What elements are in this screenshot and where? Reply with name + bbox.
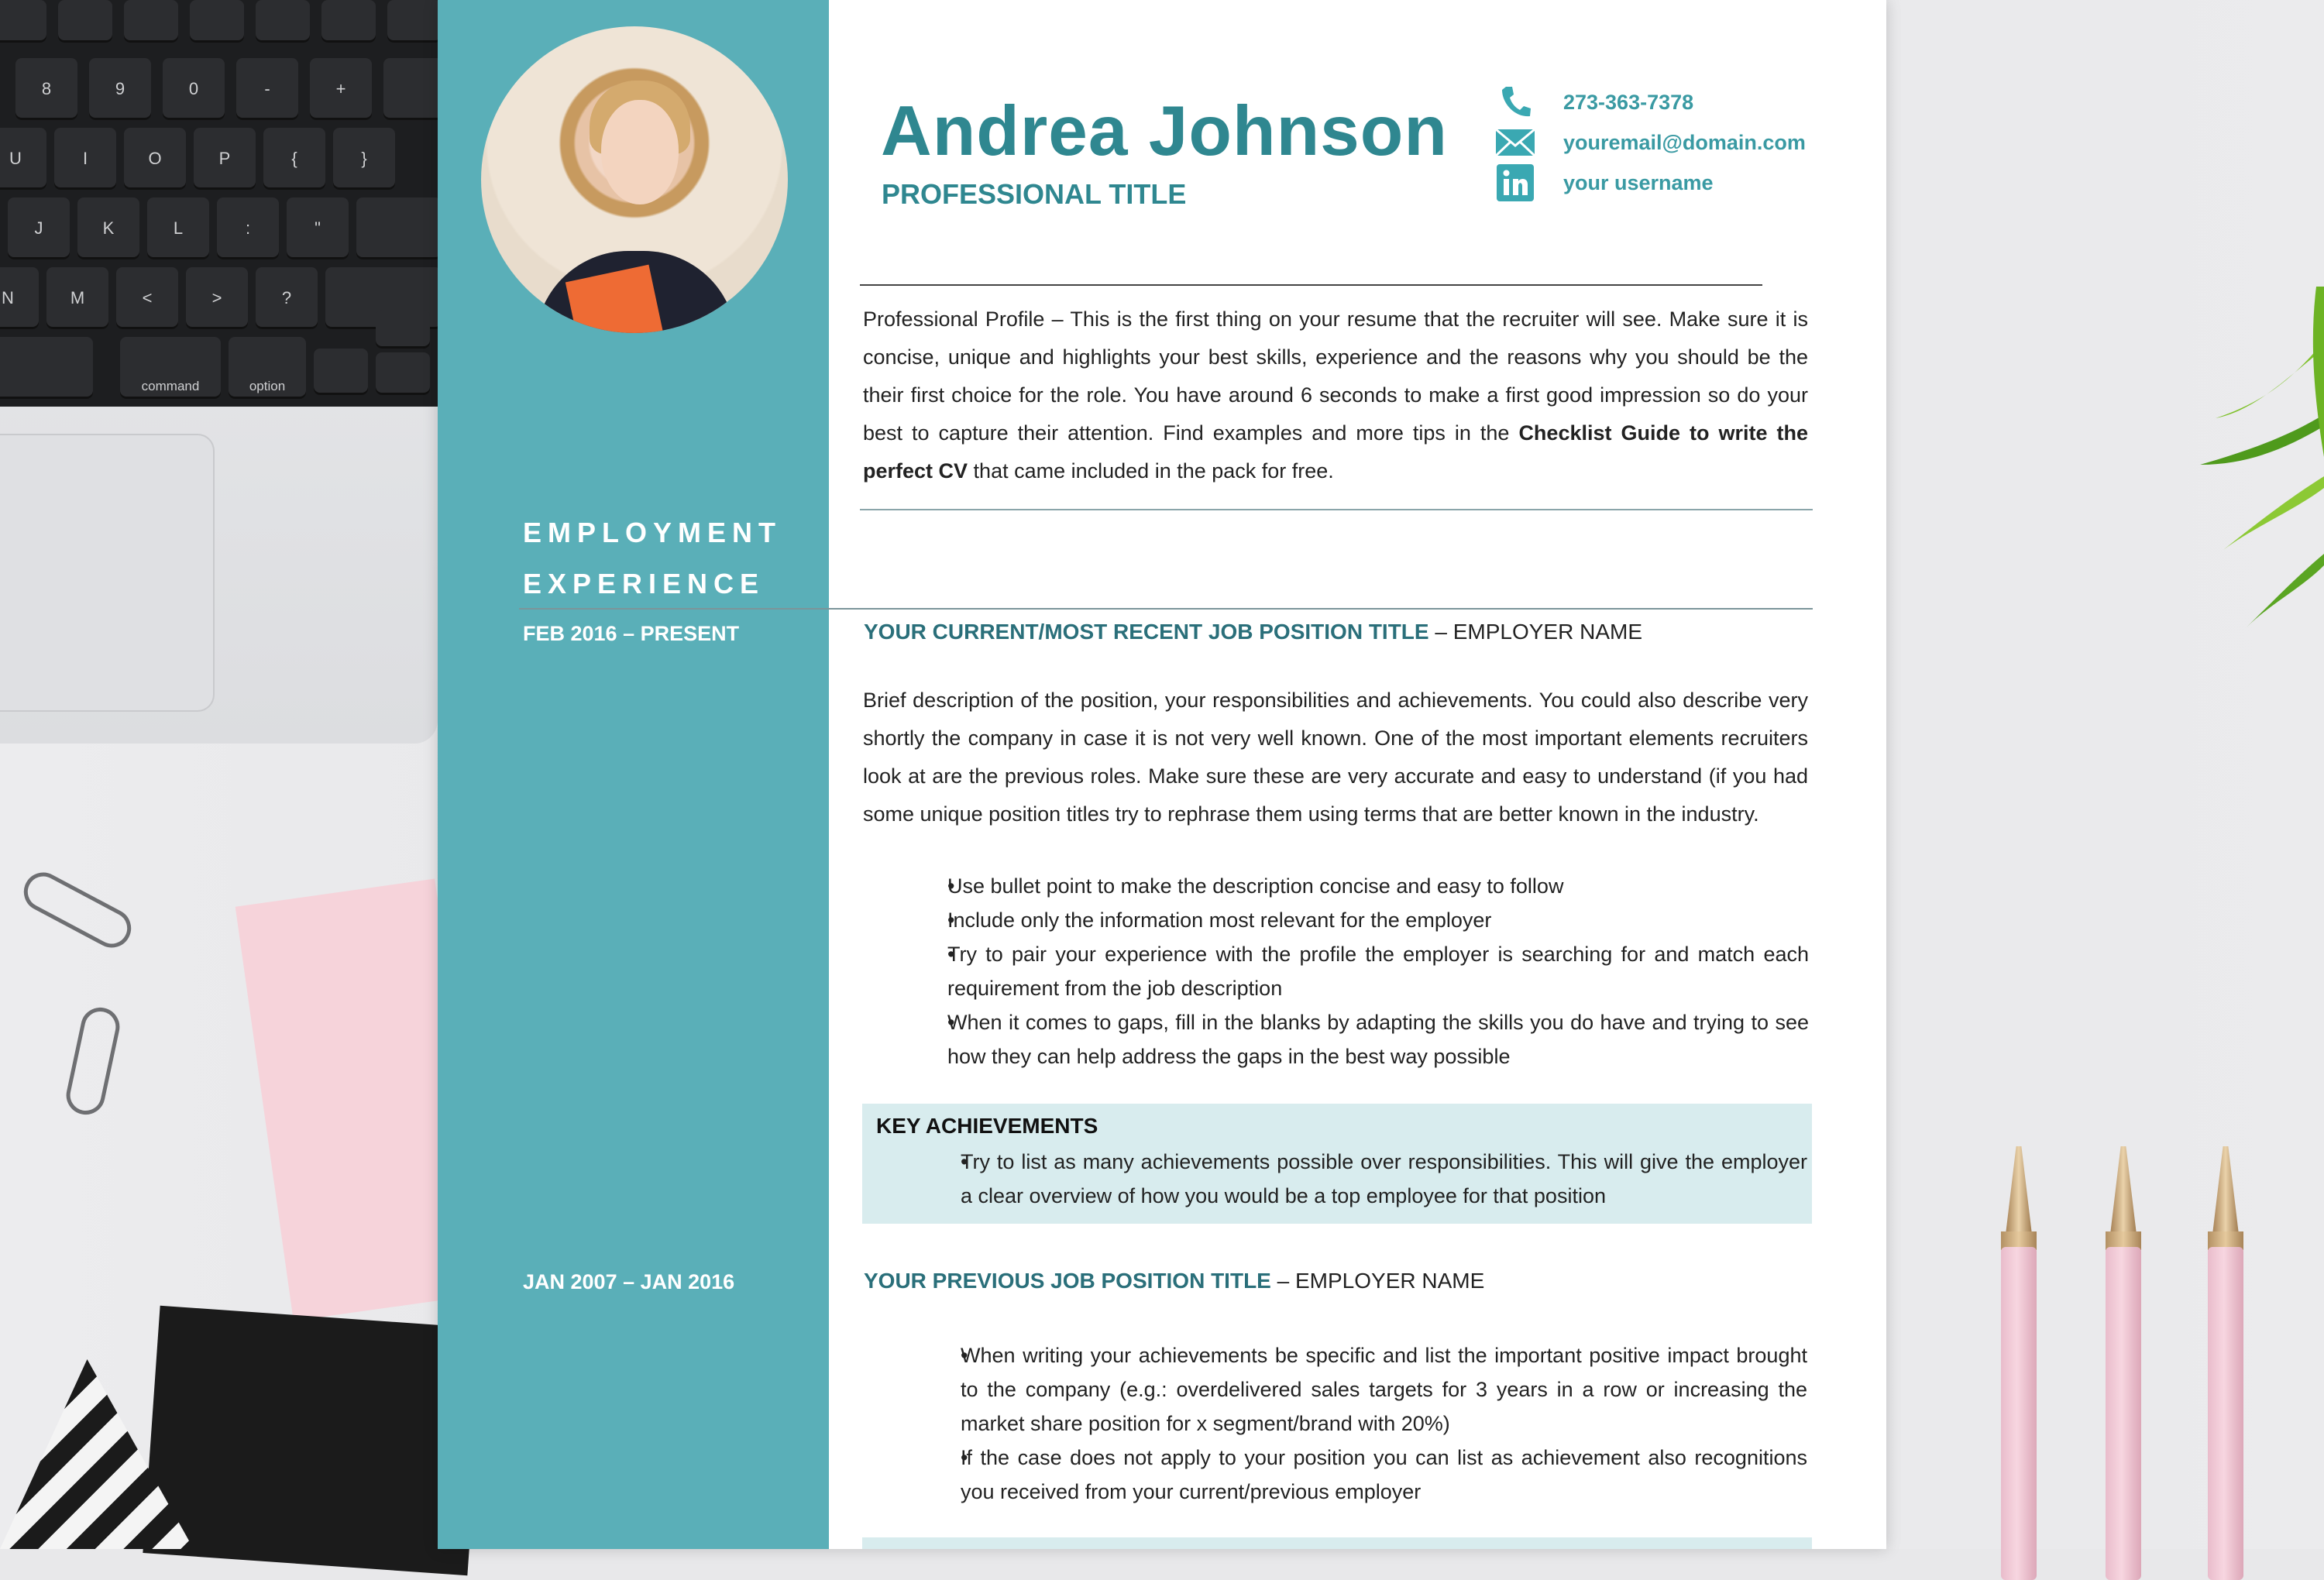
key-option: option (229, 337, 306, 399)
resume-page (438, 0, 1886, 1549)
laptop (0, 0, 438, 744)
employer-name: – EMPLOYER NAME (1270, 1269, 1485, 1293)
key: U (0, 128, 46, 190)
list-item: • Use bullet point to make the description concise and easy to follow (916, 869, 1809, 903)
key: - (236, 58, 298, 120)
list-item: • Include only the information most relevant for the employer (916, 903, 1809, 937)
key-command: command (120, 337, 221, 399)
job-position (864, 1269, 1484, 1293)
job-position-title: YOUR CURRENT/MOST RECENT JOB POSITION TITLE (864, 620, 1429, 644)
resume-sidebar (438, 0, 829, 1549)
contact-email (1495, 125, 1806, 160)
key: { (263, 128, 325, 190)
profile-photo (481, 26, 788, 333)
plant (2200, 256, 2324, 689)
pen (2099, 1131, 2147, 1565)
profile-text: Professional Profile – This is the first thing on your resume that the recruiter will see. Make sure it is concise, unique and highlights your best skills, experience and the reasons why you should be the their first choice for the role. You have around 6 seconds to make a first good impression so do your best to capture their attention. Find examples and more tips in the (863, 307, 1808, 445)
key: 9 (89, 58, 151, 120)
key: L (147, 198, 209, 259)
section-divider (519, 608, 1813, 610)
job-position (864, 620, 1642, 644)
job-bullets (916, 869, 1809, 1073)
job-bullets (926, 1338, 1807, 1509)
key-achievements-box (862, 1537, 1812, 1549)
achievement-bullets (926, 1145, 1807, 1213)
key: > (186, 267, 248, 329)
key: : (217, 198, 279, 259)
notebook (143, 1306, 484, 1576)
linkedin-icon (1495, 166, 1535, 200)
linkedin-username: your username (1563, 170, 1714, 194)
key: 0 (163, 58, 225, 120)
contact-linkedin (1495, 166, 1714, 200)
key-achievements-heading: KEY ACHIEVEMENTS (876, 1114, 1098, 1138)
divider (860, 284, 1762, 286)
list-item: • Try to list as many achievements possible over responsibilities. This will give the employer a clear overview of how you would be a top employee for that position (926, 1145, 1807, 1213)
profile-tail: that came included in the pack for free. (968, 459, 1334, 483)
email-address: youremail@domain.com (1563, 130, 1806, 154)
key: 8 (15, 58, 77, 120)
key: M (46, 267, 108, 329)
employer-name: – EMPLOYER NAME (1428, 620, 1642, 644)
job-dates: FEB 2016 – PRESENT (523, 622, 740, 645)
contact-phone (1495, 85, 1693, 119)
job-dates: JAN 2007 – JAN 2016 (523, 1270, 735, 1293)
keyboard (0, 0, 438, 407)
professional-profile (863, 301, 1808, 490)
list-item: • Try to pair your experience with the profile the employer is searching for and match each requirement from the job description (916, 937, 1809, 1005)
profile-bold-link: Checklist Guide to write the perfect CV (863, 421, 1808, 483)
section-heading-line: EXPERIENCE (523, 568, 765, 599)
key: O (124, 128, 186, 190)
candidate-name: Andrea Johnson (881, 92, 1448, 170)
key: K (77, 198, 139, 259)
key: < (116, 267, 178, 329)
section-heading-line: EMPLOYMENT (523, 517, 782, 548)
professional-title: PROFESSIONAL TITLE (882, 178, 1187, 210)
job-description: Brief description of the position, your responsibilities and achievements. You could also describe very shortly the company in case it is not very well known. One of the most important elements recruiters look at are the previous roles. Make sure these are very accurate and easy to understand (if you had some unique position titles try to rephrase them using terms that are better known in the industry. (863, 689, 1808, 826)
key: ? (256, 267, 318, 329)
list-item: • If the case does not apply to your position you can list as achievement also recognitions you received from your current/previous employer (926, 1441, 1807, 1509)
list-item: • When writing your achievements be specific and list the important positive impact brought to the company (e.g.: overdelivered sales targets for 3 years in a row or increasing the market share position for x segment/brand with 20%) (926, 1338, 1807, 1441)
job-position-title: YOUR PREVIOUS JOB POSITION TITLE (864, 1269, 1271, 1293)
list-item: • When it comes to gaps, fill in the blanks by adapting the skills you do have and trying to see how they can help address the gaps in the best way possible (916, 1005, 1809, 1073)
key: } (333, 128, 395, 190)
pen (1995, 1131, 2043, 1565)
divider (860, 509, 1813, 510)
phone-number: 273-363-7378 (1563, 90, 1694, 114)
key: I (54, 128, 116, 190)
trackpad (0, 434, 215, 712)
key: + (310, 58, 372, 120)
key: N (0, 267, 39, 329)
phone-icon (1495, 85, 1535, 119)
section-heading-employment (523, 507, 782, 610)
pen (2202, 1131, 2250, 1565)
key: J (8, 198, 70, 259)
key: P (194, 128, 256, 190)
email-icon (1495, 125, 1535, 160)
key: " (287, 198, 349, 259)
